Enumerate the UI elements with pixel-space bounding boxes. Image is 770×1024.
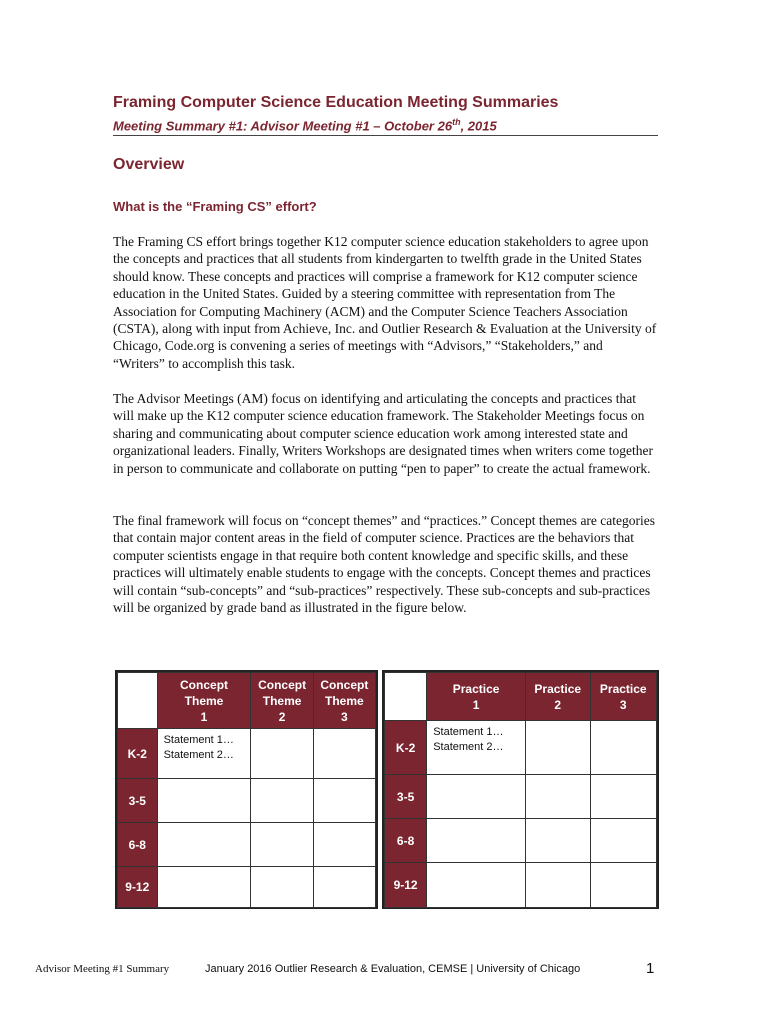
practice-table	[384, 672, 657, 908]
concept-theme-2-header: Concept Theme 2	[251, 673, 313, 729]
concept-band-k2: K-2	[118, 729, 158, 779]
practice-cell	[526, 721, 591, 775]
concept-cell	[313, 779, 375, 823]
concept-cell	[157, 779, 251, 823]
practice-cell	[427, 819, 526, 863]
concept-cell	[157, 867, 251, 908]
practice-2-header: Practice 2	[526, 673, 591, 721]
practice-corner-cell	[385, 673, 427, 721]
concept-band-3-5: 3-5	[118, 779, 158, 823]
practice-band-9-12: 9-12	[385, 863, 427, 908]
paragraph-3: The final framework will focus on “concept themes” and “practices.” Concept themes are categories that contain major content areas in the field of computer science. Practices are the behaviors that computer scientists engage in that require both content knowledge and specific skills, and these practices will ultimately enable students to engage with the concepts. Concept themes and practices will contain “sub-concepts” and “sub-practices” respectively. These sub-concepts and sub-practices will be organized by grade band as illustrated in the figure below.	[113, 513, 656, 616]
subtitle-superscript: th	[452, 117, 461, 127]
concept-theme-1-header: Concept Theme 1	[157, 673, 251, 729]
concept-statements-cell: Statement 1… Statement 2…	[157, 729, 251, 779]
page-number: 1	[646, 960, 655, 977]
concept-cell	[251, 867, 313, 908]
practice-band-k2: K-2	[385, 721, 427, 775]
footer-document-name: Advisor Meeting #1 Summary	[35, 963, 170, 975]
practice-band-3-5: 3-5	[385, 775, 427, 819]
concept-cell	[157, 823, 251, 867]
title-divider	[113, 135, 658, 136]
concept-theme-3-header: Concept Theme 3	[313, 673, 375, 729]
practice-cell	[590, 721, 656, 775]
concept-cell	[251, 823, 313, 867]
practice-cell	[590, 863, 656, 908]
practice-band-6-8: 6-8	[385, 819, 427, 863]
concept-band-6-8: 6-8	[118, 823, 158, 867]
document-subtitle	[113, 117, 658, 133]
concept-theme-table	[117, 672, 376, 908]
practice-cell	[526, 775, 591, 819]
concept-cell	[313, 823, 375, 867]
concept-cell	[313, 867, 375, 908]
practice-cell	[526, 863, 591, 908]
concept-cell	[313, 729, 375, 779]
practice-cell	[427, 863, 526, 908]
practice-cell	[427, 775, 526, 819]
practice-1-header: Practice 1	[427, 673, 526, 721]
practice-3-header: Practice 3	[590, 673, 656, 721]
concept-cell	[251, 729, 313, 779]
concept-corner-cell	[118, 673, 158, 729]
document-title: Framing Computer Science Education Meeting Summaries	[113, 94, 559, 111]
practice-cell	[590, 819, 656, 863]
subtitle-year: , 2015	[460, 118, 497, 134]
subtitle-main: Meeting Summary #1: Advisor Meeting #1 – October 26	[113, 118, 453, 134]
overview-heading: Overview	[113, 156, 185, 173]
question-heading: What is the “Framing CS” effort?	[113, 199, 317, 214]
practice-cell	[590, 775, 656, 819]
concept-band-9-12: 9-12	[118, 867, 158, 908]
concept-cell	[251, 779, 313, 823]
paragraph-1: The Framing CS effort brings together K12 computer science education stakeholders to agree upon the concepts and practices that all students from kindergarten to twelfth grade in the United States should know. These concepts and practices will comprise a framework for K12 computer science education in the United States. Guided by a steering committee with representation from The Association for Computing Machinery (ACM) and the Computer Science Teachers Association (CSTA), along with input from Achieve, Inc. and Outlier Research & Evaluation at the University of Chicago, Code.org is convening a series of meetings with “Advisors,” “Stakeholders,” and “Writers” to accomplish this task.	[113, 234, 657, 371]
footer-organization: January 2016 Outlier Research & Evaluation, CEMSE | University of Chicago	[205, 963, 581, 975]
paragraph-2: The Advisor Meetings (AM) focus on identifying and articulating the concepts and practices that will make up the K12 computer science education framework. The Stakeholder Meetings focus on sharing and communicating about computer science education work among interested state and organizational leaders. Finally, Writers Workshops are designated times when writers come together in person to communicate and collaborate on putting “pen to paper” to create the actual framework.	[113, 391, 653, 476]
practice-statements-cell: Statement 1… Statement 2…	[427, 721, 526, 775]
practice-cell	[526, 819, 591, 863]
